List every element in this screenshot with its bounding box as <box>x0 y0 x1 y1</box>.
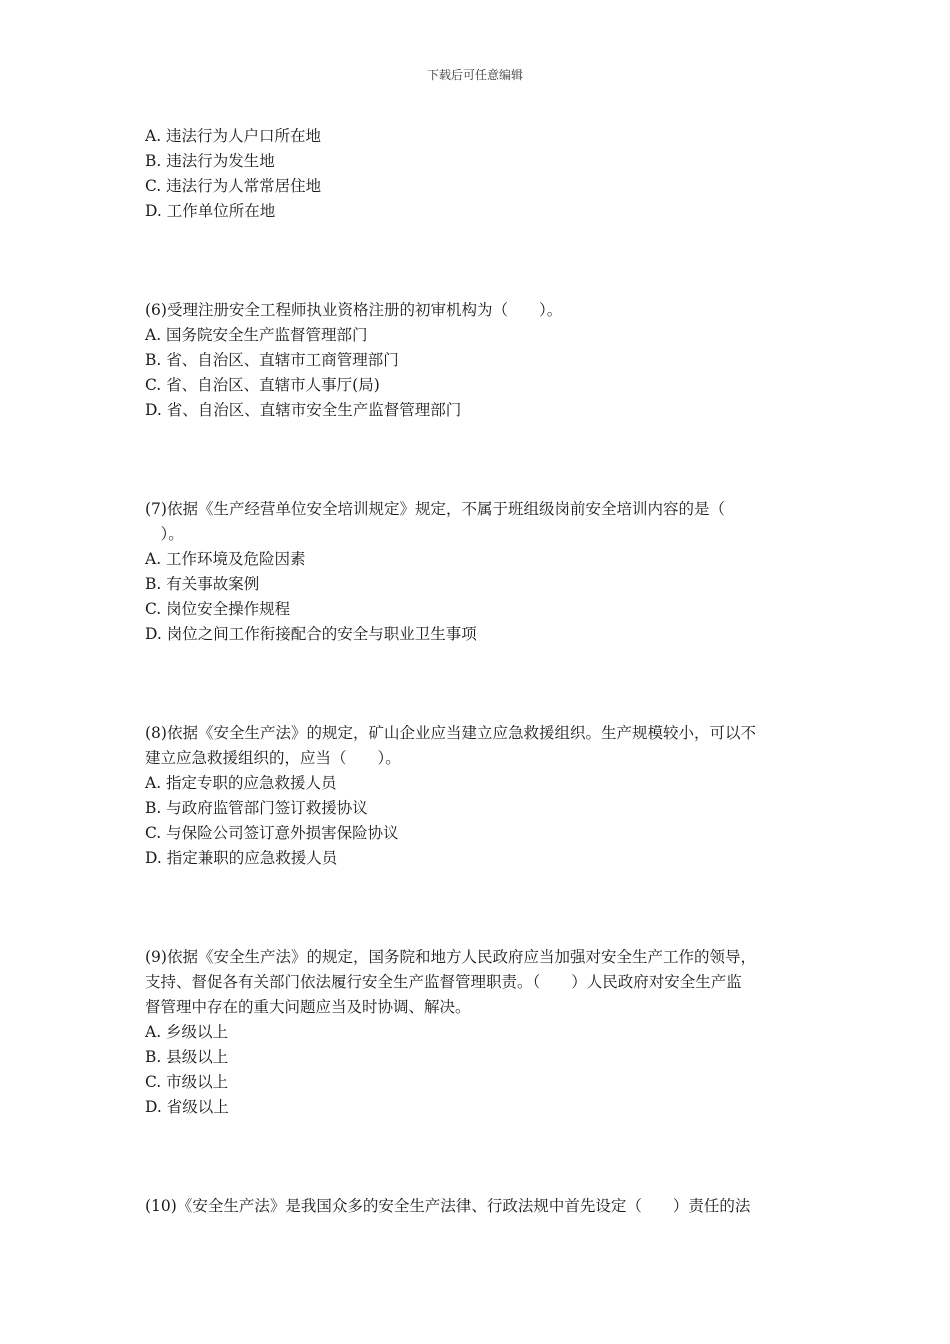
q8-stem-line-1: (8)依据《安全生产法》的规定，矿山企业应当建立应急救援组织。生产规模较小，可以不 <box>145 724 756 742</box>
q6-option-c: C. 省、自治区、直辖市人事厅(局) <box>145 376 380 394</box>
q8-option-c: C. 与保险公司签订意外损害保险协议 <box>145 824 399 842</box>
q7-option-c: C. 岗位安全操作规程 <box>145 600 291 618</box>
q10-stem-line-1: (10)《安全生产法》是我国众多的安全生产法律、行政法规中首先设定（ ）责任的法 <box>145 1197 751 1215</box>
q9-option-c: C. 市级以上 <box>145 1073 229 1091</box>
q5-option-d: D. 工作单位所在地 <box>145 202 276 220</box>
q7-option-b: B. 有关事故案例 <box>145 575 260 593</box>
q9-stem-line-2: 支持、督促各有关部门依法履行安全生产监督管理职责。（ ）人民政府对安全生产监 <box>145 973 742 991</box>
q6-option-a: A. 国务院安全生产监督管理部门 <box>145 326 368 344</box>
q8-option-d: D. 指定兼职的应急救援人员 <box>145 849 338 867</box>
q8-option-a: A. 指定专职的应急救援人员 <box>145 774 337 792</box>
page-header: 下载后可任意编辑 <box>426 68 523 82</box>
q9-stem-line-3: 督管理中存在的重大问题应当及时协调、解决。 <box>145 998 471 1016</box>
q6-option-b: B. 省、自治区、直辖市工商管理部门 <box>145 351 399 369</box>
q9-option-d: D. 省级以上 <box>145 1098 229 1116</box>
q7-stem-line-2: ）。 <box>145 525 184 543</box>
q6-stem: (6)受理注册安全工程师执业资格注册的初审机构为（ ）。 <box>145 301 563 319</box>
q5-option-b: B. 违法行为发生地 <box>145 152 275 170</box>
q5-option-c: C. 违法行为人常常居住地 <box>145 177 322 195</box>
q8-option-b: B. 与政府监管部门签订救援协议 <box>145 799 368 817</box>
q9-stem-line-1: (9)依据《安全生产法》的规定，国务院和地方人民政府应当加强对安全生产工作的领导， <box>145 948 756 966</box>
q5-option-a: A. 违法行为人户口所在地 <box>145 127 322 145</box>
q6-option-d: D. 省、自治区、直辖市安全生产监督管理部门 <box>145 401 462 419</box>
q9-option-a: A. 乡级以上 <box>145 1023 229 1041</box>
q8-stem-line-2: 建立应急救援组织的，应当（ ）。 <box>145 749 401 767</box>
q9-option-b: B. 县级以上 <box>145 1048 229 1066</box>
q7-option-d: D. 岗位之间工作衔接配合的安全与职业卫生事项 <box>145 625 477 643</box>
q7-option-a: A. 工作环境及危险因素 <box>145 550 306 568</box>
q7-stem-line-1: (7)依据《生产经营单位安全培训规定》规定，不属于班组级岗前安全培训内容的是（ <box>145 500 725 518</box>
